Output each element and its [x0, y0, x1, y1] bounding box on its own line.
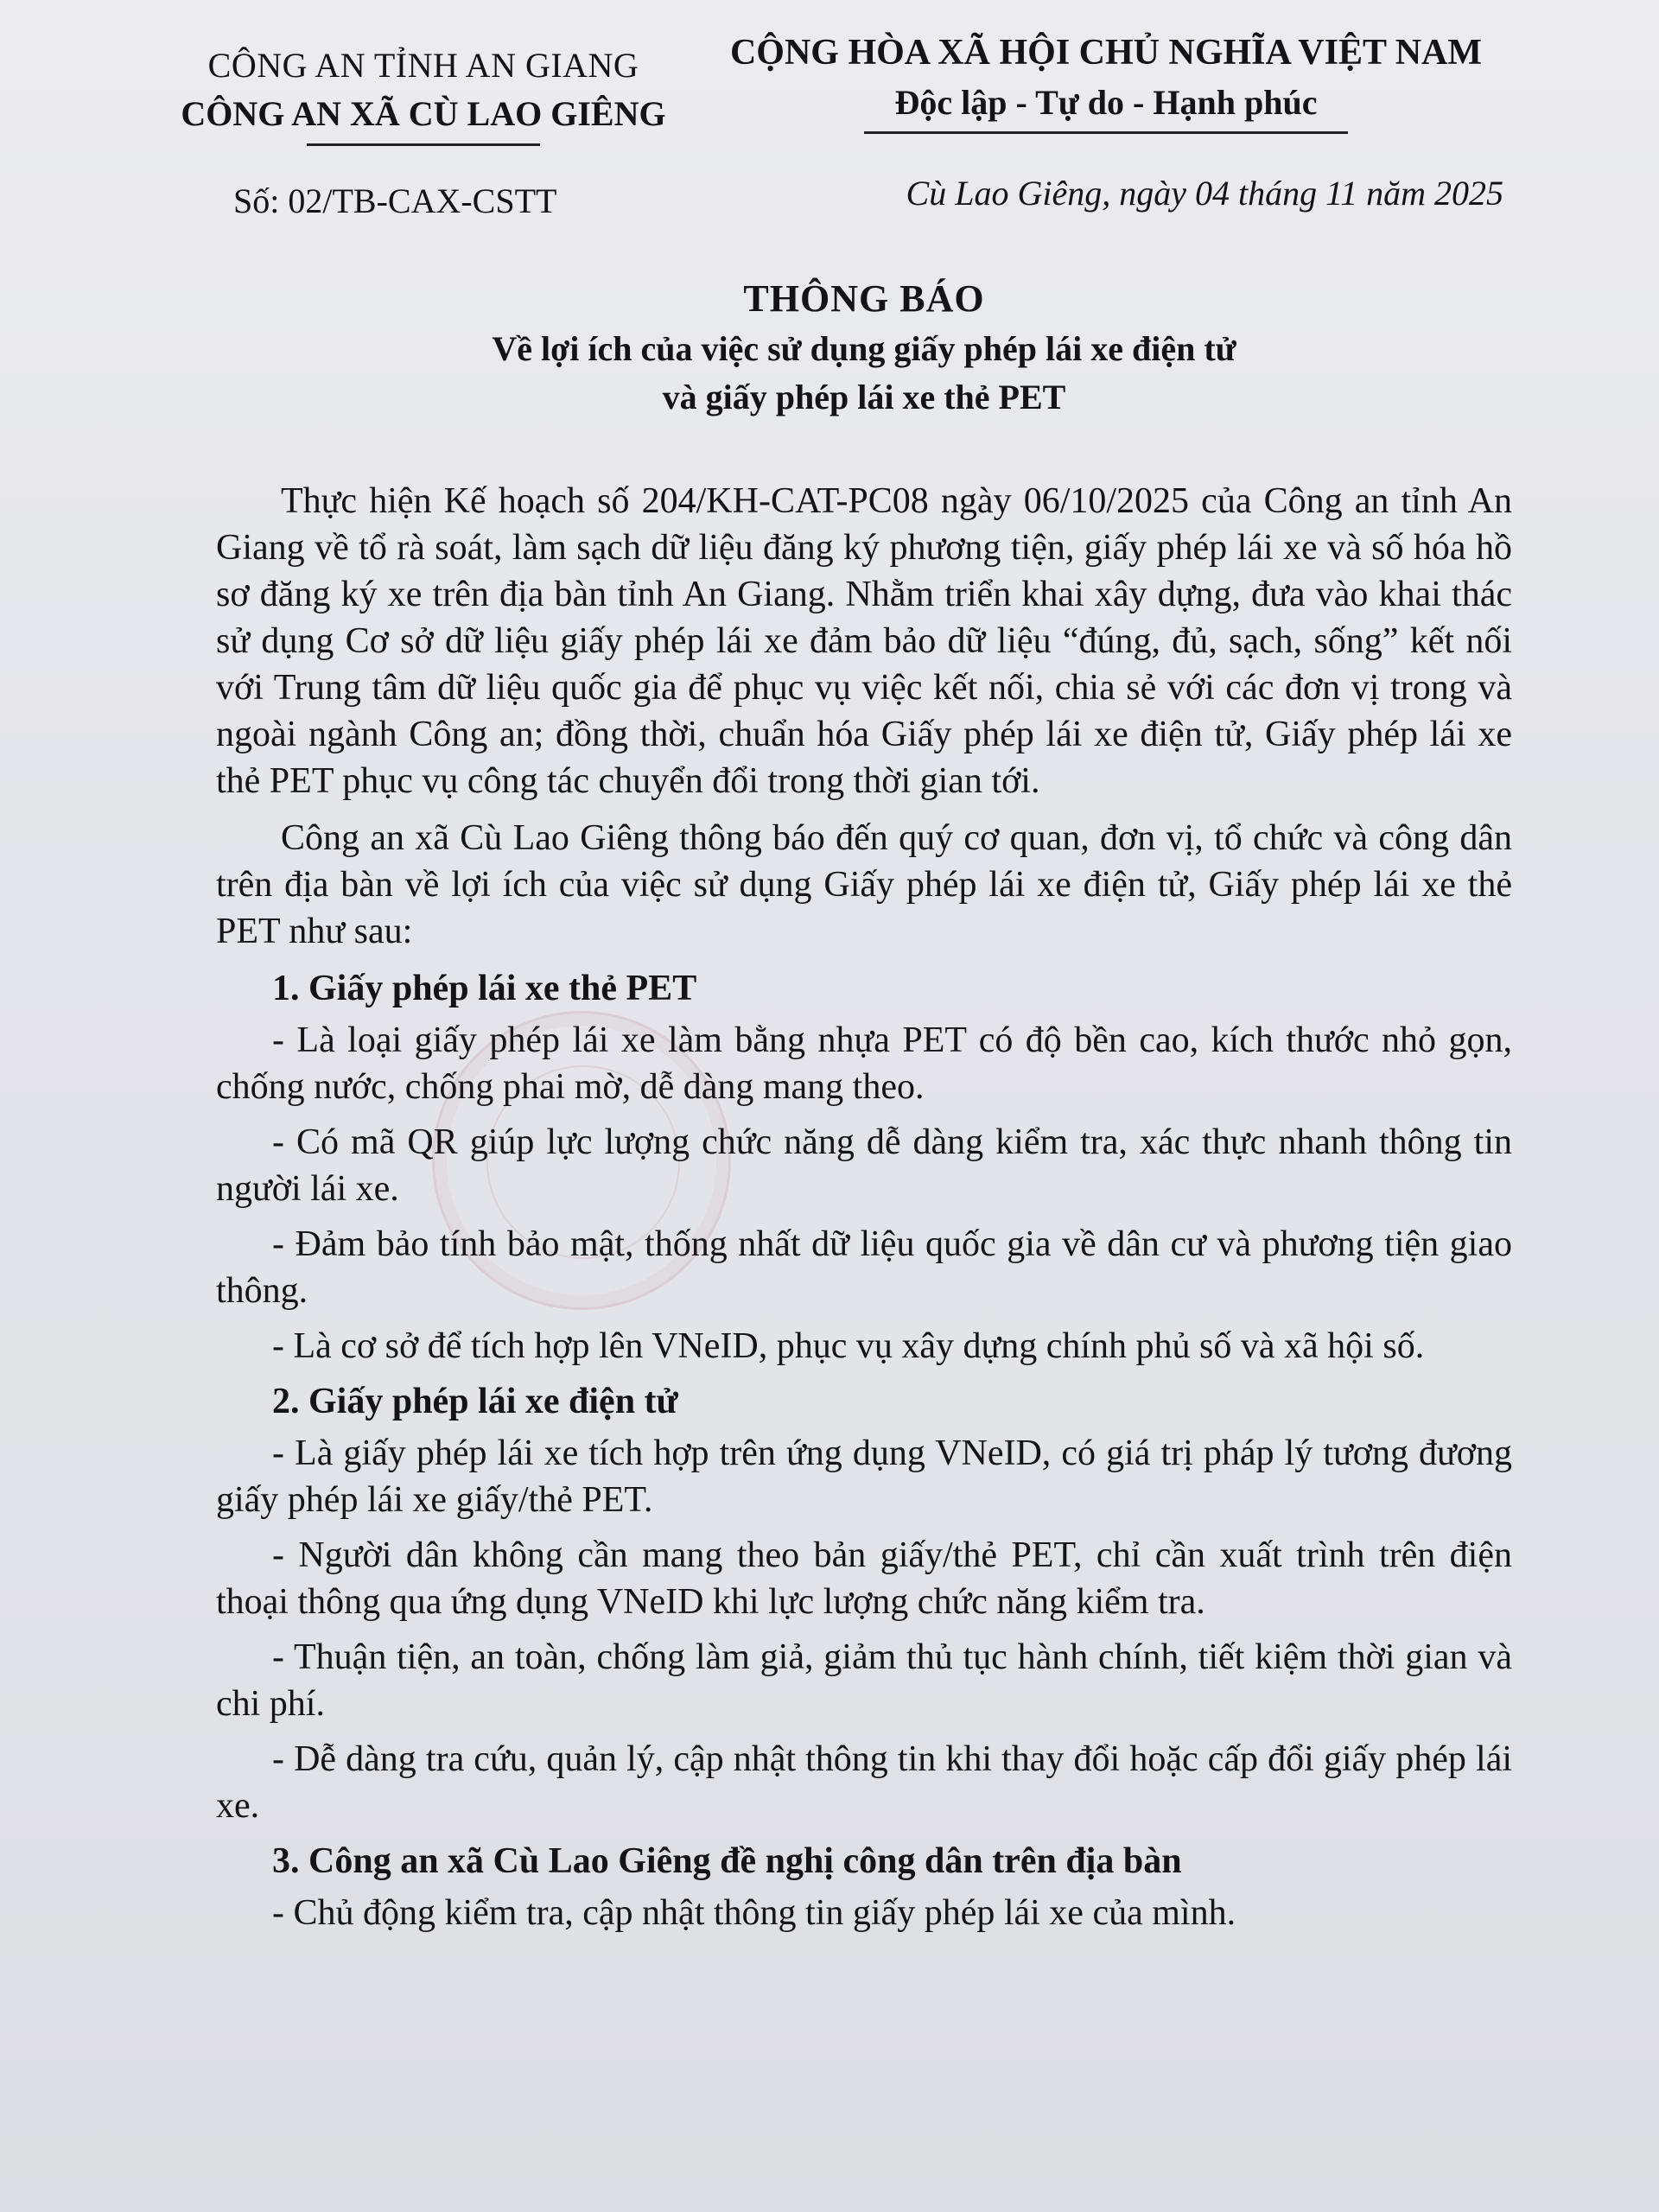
document-subject-line-2: và giấy phép lái xe thẻ PET: [662, 378, 1066, 416]
section-3: [216, 1838, 1512, 1936]
section-heading: 2. Giấy phép lái xe điện tử: [272, 1382, 678, 1421]
document-body: [216, 478, 1512, 1945]
list-item: - Là giấy phép lái xe tích hợp trên ứng dụng VNeID, có giá trị pháp lý tương đương giấy phép lái xe giấy/thẻ PET.: [216, 1433, 1512, 1520]
document-title-block: [259, 273, 1469, 422]
agency-name: CÔNG AN XÃ CÙ LAO GIÊNG: [181, 94, 666, 133]
national-title-block: [717, 28, 1495, 134]
nation-name: CỘNG HÒA XÃ HỘI CHỦ NGHĨA VIỆT NAM: [729, 33, 1483, 73]
list-item: - Có mã QR giúp lực lượng chức năng dễ dàng kiểm tra, xác thực nhanh thông tin người lái xe.: [216, 1122, 1512, 1209]
section-1: [216, 965, 1512, 1370]
section-heading: 1. Giấy phép lái xe thẻ PET: [272, 969, 697, 1008]
place-and-date: Cù Lao Giêng, ngày 04 tháng 11 năm 2025: [906, 174, 1503, 213]
list-item: - Người dân không cần mang theo bản giấy/thẻ PET, chỉ cần xuất trình trên điện thoại thông qua ứng dụng VNeID khi lực lượng chức năng kiểm tra.: [216, 1535, 1512, 1622]
list-item: - Chủ động kiểm tra, cập nhật thông tin giấy phép lái xe của mình.: [272, 1893, 1236, 1933]
document-type: THÔNG BÁO: [743, 277, 985, 320]
section-heading: 3. Công an xã Cù Lao Giêng đề nghị công dân trên địa bàn: [272, 1841, 1182, 1881]
list-item: - Là cơ sở để tích hợp lên VNeID, phục vụ xây dựng chính phủ số và xã hội số.: [272, 1326, 1425, 1366]
issuing-agency-block: [156, 41, 691, 146]
motto-underline: [864, 131, 1348, 134]
list-item: - Là loại giấy phép lái xe làm bằng nhựa PET có độ bền cao, kích thước nhỏ gọn, chống nước, chống phai mờ, dễ dàng mang theo.: [216, 1020, 1512, 1107]
section-2: [216, 1378, 1512, 1829]
list-item: - Thuận tiện, an toàn, chống làm giả, giảm thủ tục hành chính, tiết kiệm thời gian và chi phí.: [216, 1637, 1512, 1724]
national-motto: Độc lập - Tự do - Hạnh phúc: [894, 83, 1318, 122]
list-item: - Dễ dàng tra cứu, quản lý, cập nhật thông tin khi thay đổi hoặc cấp đổi giấy phép lái xe.: [216, 1739, 1512, 1826]
intro-paragraph: Thực hiện Kế hoạch số 204/KH-CAT-PC08 ngày 06/10/2025 của Công an tỉnh An Giang về tổ rà soát, làm sạch dữ liệu đăng ký phương tiện, giấy phép lái xe và số hóa hồ sơ đăng ký xe trên địa bàn tỉnh An Giang. Nhằm triển khai xây dựng, đưa vào khai thác sử dụng Cơ sở dữ liệu giấy phép lái xe đảm bảo dữ liệu “đúng, đủ, sạch, sống” kết nối với Trung tâm dữ liệu quốc gia để phục vụ việc kết nối, chia sẻ với các đơn vị trong và ngoài ngành Công an; đồng thời, chuẩn hóa Giấy phép lái xe điện tử, Giấy phép lái xe thẻ PET phục vụ công tác chuyển đổi trong thời gian tới.: [216, 481, 1512, 801]
agency-underline: [307, 143, 540, 146]
notice-paragraph: Công an xã Cù Lao Giêng thông báo đến quý cơ quan, đơn vị, tổ chức và công dân trên địa bàn về lợi ích của việc sử dụng Giấy phép lái xe điện tử, Giấy phép lái xe thẻ PET như sau:: [216, 818, 1512, 951]
document-number: Số: 02/TB-CAX-CSTT: [233, 181, 557, 220]
list-item: - Đảm bảo tính bảo mật, thống nhất dữ liệu quốc gia về dân cư và phương tiện giao thông.: [216, 1224, 1512, 1311]
document-subject-line-1: Về lợi ích của việc sử dụng giấy phép lái xe điện tử: [492, 329, 1236, 368]
agency-parent-name: CÔNG AN TỈNH AN GIANG: [207, 46, 639, 85]
